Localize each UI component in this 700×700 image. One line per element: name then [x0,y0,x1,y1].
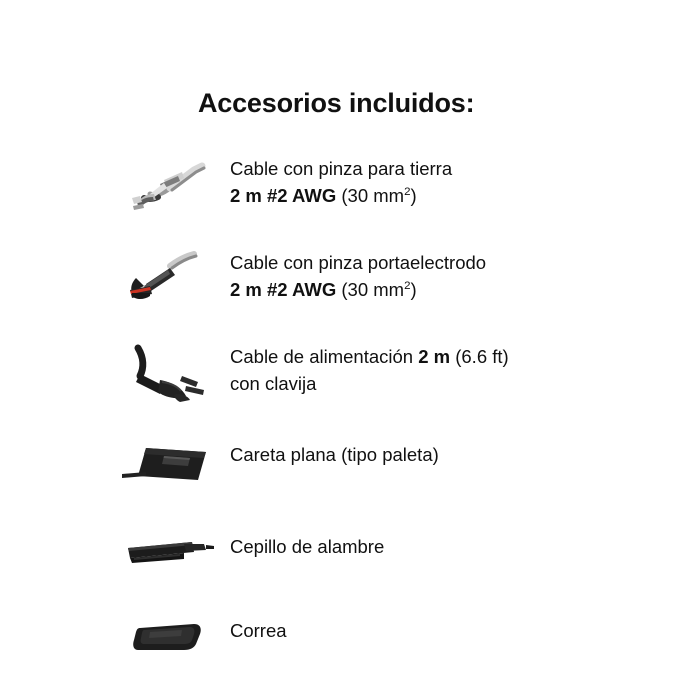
list-item-text [230,528,630,561]
flat-welding-shield-icon [110,436,230,496]
list-item-line-2: con clavija [230,372,317,394]
list-item-line-1: Careta plana (tipo paleta) [230,444,439,465]
desc-bold: 2 m [418,346,451,367]
list-item [110,150,630,222]
wire-brush-icon [110,528,230,576]
spec-plain: (30 mm [336,278,405,300]
list-item-text [230,436,630,469]
desc-plain: Cable de alimentación [230,346,419,367]
page-title: Accesorios incluidos: [198,88,475,118]
shoulder-strap-icon [110,612,230,660]
list-item-text [230,338,630,398]
spec-sup: 2 [404,185,411,198]
power-cord-plug-icon [110,338,230,406]
list-item-line-1: Correa [230,620,287,641]
list-item-text [230,150,630,210]
list-item [110,528,630,590]
list-item-line-1: Cable con pinza para tierra [230,158,453,179]
electrode-holder-cable-icon [110,244,230,308]
desc-tail: (6.6 ft) [450,346,509,367]
spec-bold: 2 m #2 AWG [230,278,337,300]
list-item [110,612,630,668]
list-item [110,436,630,506]
list-item [110,338,630,414]
ground-clamp-cable-icon [110,150,230,214]
list-item-line-2 [230,183,630,210]
list-item-line-1: Cepillo de alambre [230,536,385,557]
spec-tail: ) [410,278,417,300]
spec-sup: 2 [404,279,411,292]
list-item-text [230,244,630,304]
list-item-line-1 [230,344,630,371]
list-item-line-2 [230,277,630,304]
list-item-line-1: Cable con pinza portaelectrodo [230,252,487,273]
spec-tail: ) [410,184,417,206]
spec-bold: 2 m #2 AWG [230,184,337,206]
list-item-text [230,612,630,645]
list-item [110,244,630,316]
spec-plain: (30 mm [336,184,405,206]
accessories-list [110,150,630,690]
